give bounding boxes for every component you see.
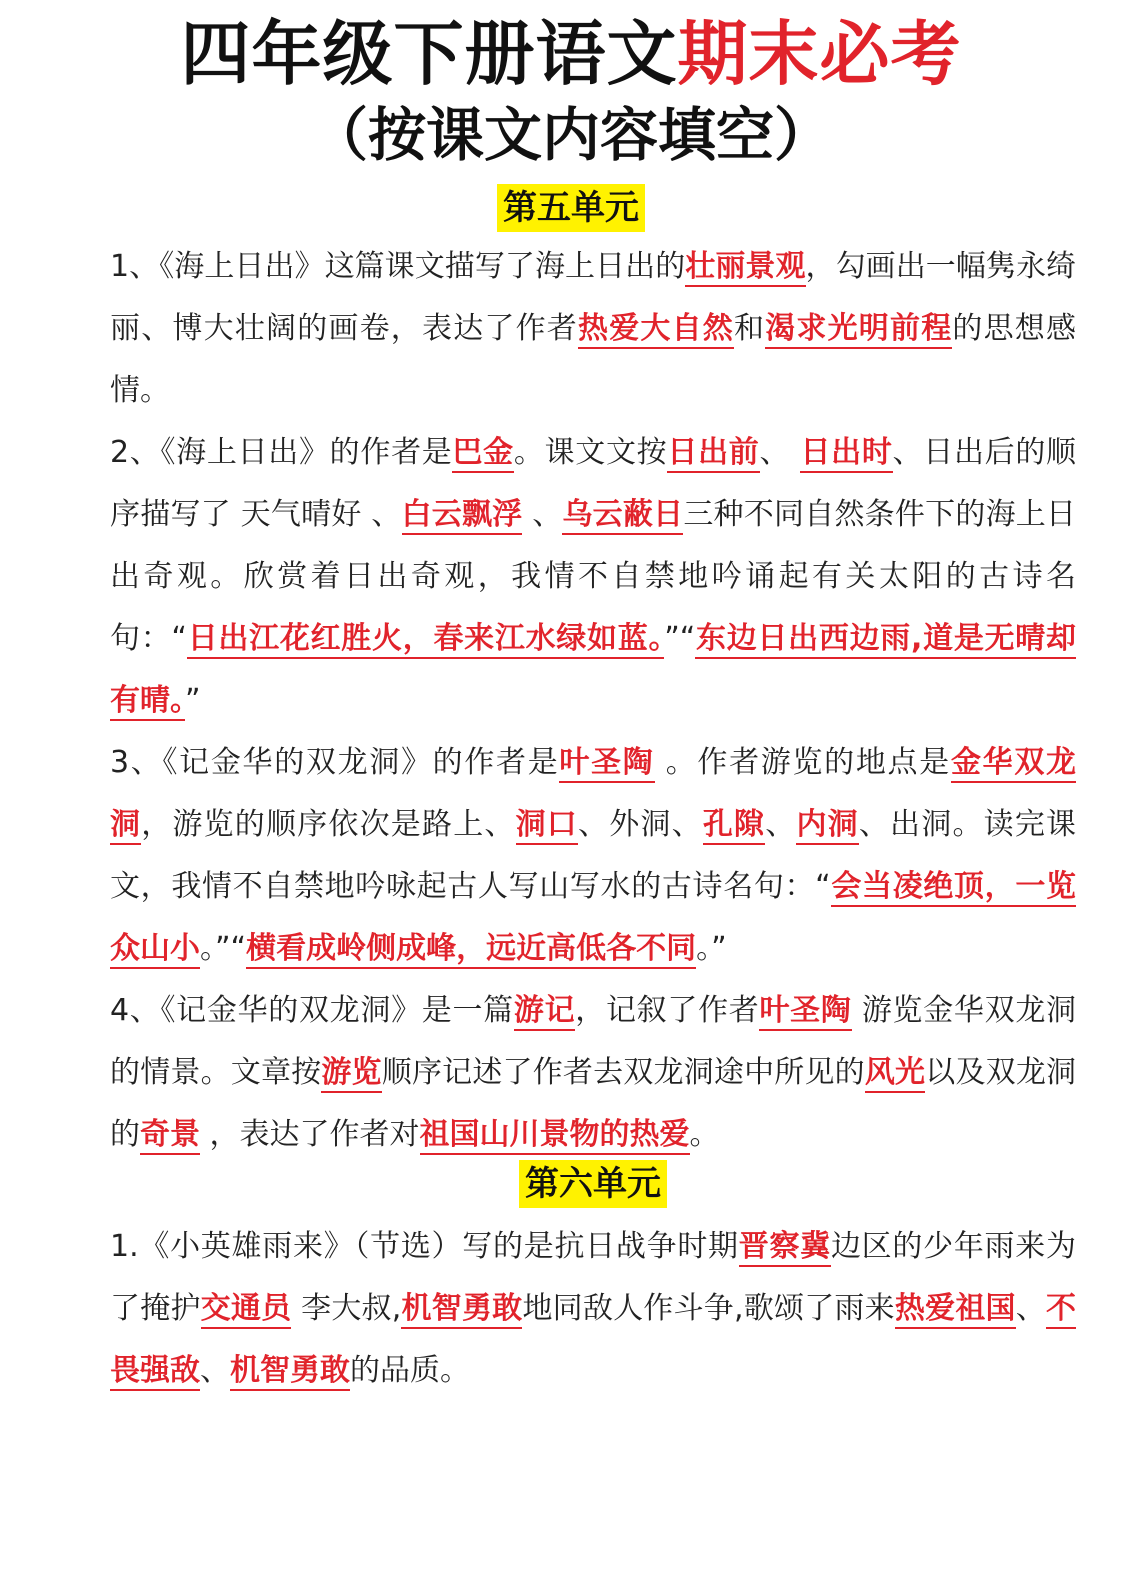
unit5-heading-wrap bbox=[0, 184, 1142, 236]
question-item bbox=[110, 1216, 1076, 1402]
question-text: 、 bbox=[200, 1353, 230, 1388]
answer-blank: 日出时 bbox=[800, 435, 892, 473]
question-text: 边区的少年雨来为了掩护 bbox=[110, 1229, 1077, 1326]
answer-blank: 横看成岭侧成峰，远近高低各不同 bbox=[246, 931, 696, 969]
question-text: 三种不同自然条件下的海上日出奇观。欣赏着日出奇观，我情不自禁地吟诵起有关太阳的古诗名句：“ bbox=[110, 497, 1077, 656]
answer-blank: 热爱祖国 bbox=[895, 1291, 1016, 1329]
unit6-heading: 第六单元 bbox=[519, 1160, 667, 1208]
unit6-block bbox=[110, 1160, 1076, 1402]
answer-blank: 叶圣陶 bbox=[759, 993, 851, 1031]
answer-blank: 风光 bbox=[865, 1055, 925, 1093]
question-text: 、 bbox=[759, 435, 801, 470]
unit6-heading-wrap bbox=[110, 1160, 1076, 1216]
question-text: 。” bbox=[696, 931, 727, 966]
answer-blank: 交通员 bbox=[201, 1291, 292, 1329]
question-text: 的品质。 bbox=[350, 1353, 470, 1388]
answer-blank: 白云飘浮 bbox=[402, 497, 523, 535]
unit5-heading: 第五单元 bbox=[497, 184, 645, 232]
question-text: 和 bbox=[734, 311, 766, 346]
answer-blank: 叶圣陶 bbox=[559, 745, 654, 783]
answer-blank: 不畏强敌 bbox=[110, 1291, 1076, 1391]
page-title bbox=[0, 14, 1142, 94]
question-text: ，游览的顺序依次是路上、 bbox=[141, 807, 516, 842]
question-text: 的思想感情。 bbox=[110, 311, 1077, 408]
question-text: 、出洞。读完课文，我情不自禁地吟咏起古人写山写水的古诗名句：“ bbox=[110, 807, 1077, 904]
question-text: 游览金华双龙洞的情景。文章按 bbox=[110, 993, 1077, 1090]
question-text: 。 bbox=[689, 1117, 720, 1152]
question-text: ，表达了作者对 bbox=[200, 1117, 420, 1152]
answer-blank: 会当凌绝顶，一览众山小 bbox=[110, 869, 1076, 969]
question-item bbox=[110, 422, 1076, 732]
answer-blank: 东边日出西边雨,道是无晴却有晴。 bbox=[110, 621, 1076, 721]
answer-blank: 热爱大自然 bbox=[578, 311, 734, 349]
question-text: 、日出后的顺序描写了 天气晴好 、 bbox=[110, 435, 1077, 532]
question-text: ”“ bbox=[664, 621, 696, 656]
answer-blank: 日出前 bbox=[667, 435, 759, 473]
answer-blank: 巴金 bbox=[452, 435, 513, 473]
question-text: 1.《小英雄雨来》（节选）写的是抗日战争时期 bbox=[110, 1229, 739, 1264]
question-text: 以及双龙洞的 bbox=[110, 1055, 1077, 1152]
title-red-part: 期末必考 bbox=[677, 13, 962, 95]
answer-blank: 洞口 bbox=[516, 807, 578, 845]
question-text: 顺序记述了作者去双龙洞途中所见的 bbox=[381, 1055, 865, 1090]
question-text: 1、《海上日出》这篇课文描写了海上日出的 bbox=[110, 249, 686, 284]
question-text: 、 bbox=[765, 807, 797, 842]
answer-blank: 奇景 bbox=[140, 1117, 200, 1155]
question-item bbox=[110, 980, 1076, 1166]
question-text: 3、《记金华的双龙洞》的作者是 bbox=[110, 745, 560, 780]
question-text: 、 bbox=[1015, 1291, 1047, 1326]
answer-blank: 游览 bbox=[321, 1055, 381, 1093]
question-text: 。”“ bbox=[200, 931, 247, 966]
answer-blank: 内洞 bbox=[796, 807, 858, 845]
question-text: 。作者游览的地点是 bbox=[654, 745, 951, 780]
answer-blank: 机智勇敢 bbox=[401, 1291, 522, 1329]
answer-blank: 壮丽景观 bbox=[685, 249, 805, 287]
unit5-content bbox=[110, 236, 1076, 1166]
question-text: ，记叙了作者 bbox=[575, 993, 760, 1028]
question-text: 、外洞、 bbox=[578, 807, 703, 842]
answer-blank: 乌云蔽日 bbox=[562, 497, 683, 535]
answer-blank: 孔隙 bbox=[703, 807, 765, 845]
question-text: ，勾画出一幅隽永绮丽、博大壮阔的画卷，表达了作者 bbox=[110, 249, 1077, 346]
answer-blank: 金华双龙洞 bbox=[110, 745, 1076, 845]
answer-blank: 游记 bbox=[514, 993, 575, 1031]
question-item bbox=[110, 236, 1076, 422]
question-text: ” bbox=[185, 683, 201, 718]
question-text: 李大叔, bbox=[291, 1291, 402, 1326]
question-text: 。课文文按 bbox=[513, 435, 668, 470]
question-text: 、 bbox=[522, 497, 563, 532]
answer-blank: 晋察冀 bbox=[739, 1229, 831, 1267]
answer-blank: 渴求光明前程 bbox=[765, 311, 952, 349]
answer-blank: 机智勇敢 bbox=[230, 1353, 350, 1391]
answer-blank: 日出江花红胜火，春来江水绿如蓝。 bbox=[187, 621, 664, 659]
unit6-content bbox=[110, 1216, 1076, 1402]
page-subtitle: （按课文内容填空） bbox=[309, 101, 832, 169]
title-black-part: 四年级下册语文 bbox=[180, 13, 678, 95]
question-item bbox=[110, 732, 1076, 980]
question-text: 2、《海上日出》的作者是 bbox=[110, 435, 453, 470]
question-text: 4、《记金华的双龙洞》是一篇 bbox=[110, 993, 514, 1028]
answer-blank: 祖国山川景物的热爱 bbox=[420, 1117, 690, 1155]
question-text: 地同敌人作斗争,歌颂了雨来 bbox=[522, 1291, 895, 1326]
